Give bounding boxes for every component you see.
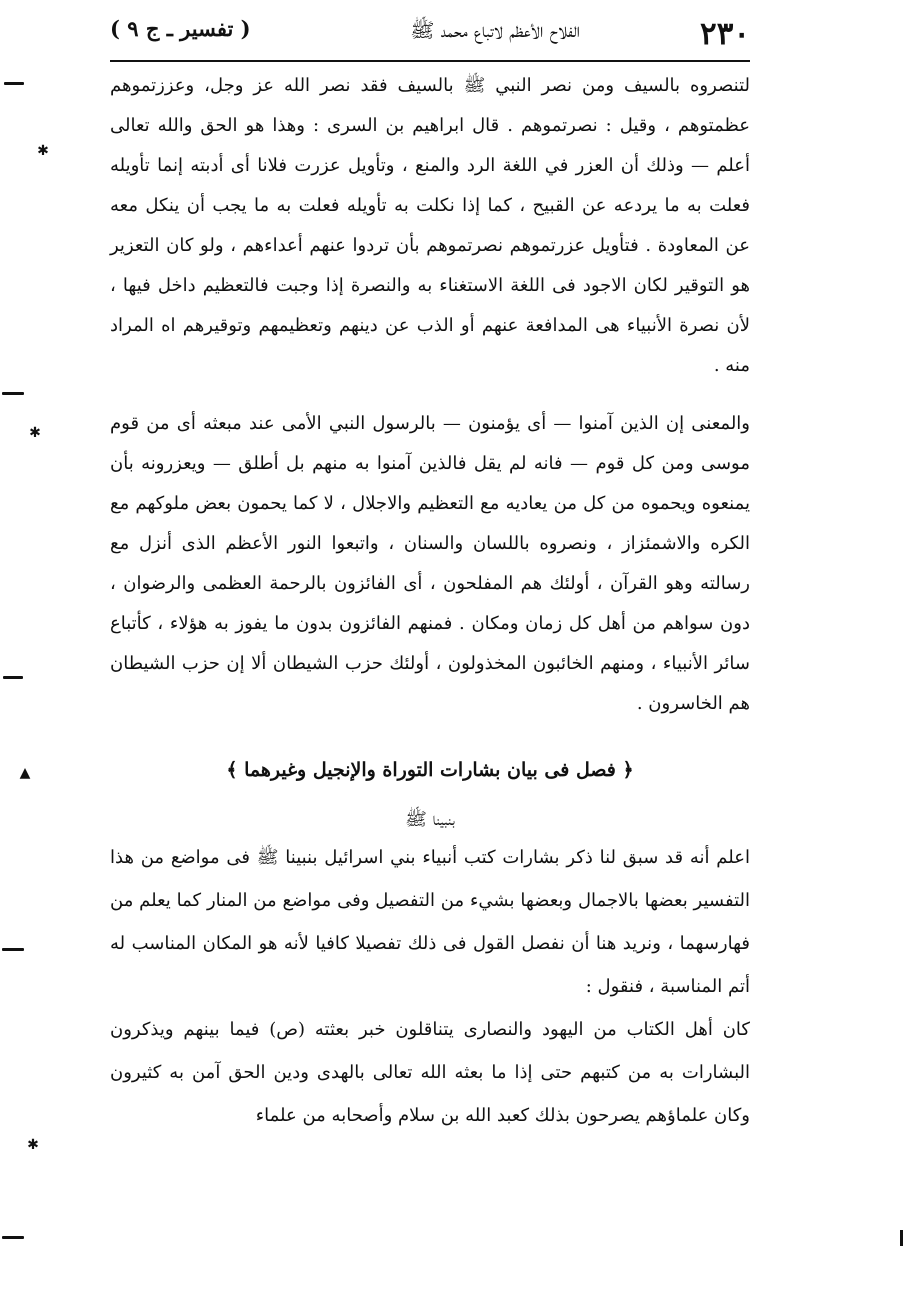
margin-mark xyxy=(3,676,23,679)
section-heading: ﴿ فصل فى بيان بشارات التوراة والإنجيل وغيرهما ﴾ xyxy=(226,759,634,781)
margin-blot: ✱ xyxy=(29,425,41,441)
margin-mark xyxy=(2,1236,24,1239)
running-header xyxy=(110,10,750,60)
margin-blot: ✱ xyxy=(27,1137,39,1153)
margin-blot: ▲ xyxy=(19,765,31,781)
paragraph-meaning: والمعنى إن الذين آمنوا — أى يؤمنون — بالرسول النبي الأمى عند مبعثه أى من قوم موسى ومن كل قوم — فانه لم يقل فالذين آمنوا به منهم بل أطلق — ويعزرونه بأن يمنعوه ويحموه من كل من يعاديه مع التعظيم والاجلال ، لا كما يحمون بعض ملوكهم مع الكره والاشمئزاز ، ونصروه باللسان والسنان ، واتبعوا النور الأعظم الذى أنزل مع رسالته وهو القرآن ، أولئك هم المفلحون ، أى الفائزون بالرحمة العظمى والرضوان ، دون سواهم من أهل كل زمان ومكان . فمنهم الفائزون بدون ما يفوز به هؤلاء ، كأتباع سائر الأنبياء ، ومنهم الخائبون المخذولون ، أولئك حزب الشيطان ألا إن حزب الشيطان هم الخاسرون . xyxy=(110,413,750,714)
page-number: ٢٣٠ xyxy=(700,16,750,52)
margin-blot: ✱ xyxy=(37,143,49,159)
margin-mark xyxy=(2,948,24,951)
section-reference: ( تفسير ـ ج ٩ ) xyxy=(110,16,251,41)
paragraph-introduction: اعلم أنه قد سبق لنا ذكر بشارات كتب أنبياء بني اسرائيل بنبينا ﷺ فى مواضع من هذا التفسير بعضها بالاجمال وبعضها بشيء من التفصيل وفى مواضع من المنار كما يعلم من فهارسهما ، ونريد هنا أن نفصل القول فى ذلك تفصيلا كافيا لأنه هو المكان المناسب له أتم المناسبة ، فنقول : xyxy=(110,847,750,997)
paragraph-commentary: لتنصروه بالسيف ومن نصر النبي ﷺ بالسيف فقد نصر الله عز وجل، وعززتموهم عظمتوهم ، وقيل : نصرتموهم . قال ابراهيم بن السرى : وهذا هو الحق والله تعالى أعلم — وذلك أن العزر في اللغة الرد والمنع ، وتأويل عزرت فلانا أى أدبته إنما تأويله فعلت به ما يردعه عن القبيح ، كما إذا نكلت به تأويله فعلت به ما يجب أن ينكل معه عن المعاودة . فتأويل عزرتموهم نصرتموهم بأن تردوا عنهم أعداءهم ، ولو كان التعزير هو التوقير لكان الاجود فى اللغة الاستغناء به والنصرة إذا وجبت فالتعظيم داخل فيها ، لأن نصرة الأنبياء هى المدافعة عنهم أو الذب عن دينهم وتعظيمهم وتوقيرهم اه المراد منه . xyxy=(110,75,750,376)
margin-mark xyxy=(2,392,24,395)
margin-mark xyxy=(4,82,24,85)
header-rule xyxy=(110,60,750,62)
paragraph-people-of-book: كان أهل الكتاب من اليهود والنصارى يتناقلون خبر بعثته (ص) فيما بينهم ويذكرون البشارات به من كتبهم حتى إذا ما بعثه الله تعالى بالهدى ودين الحق آمن به كثيرون وكان علماؤهم يصرحون بذلك كعبد الله بن سلام وأصحابه من علماء xyxy=(110,1019,750,1126)
section-heading-block xyxy=(110,754,750,836)
running-title: الفلاح الأعظم لاتباع محمد ﷺ xyxy=(410,18,580,42)
page-body xyxy=(110,66,750,1137)
section-subheading: بنبينا ﷺ xyxy=(405,809,455,830)
margin-mark xyxy=(900,1230,903,1246)
paragraph-gap xyxy=(110,386,750,404)
